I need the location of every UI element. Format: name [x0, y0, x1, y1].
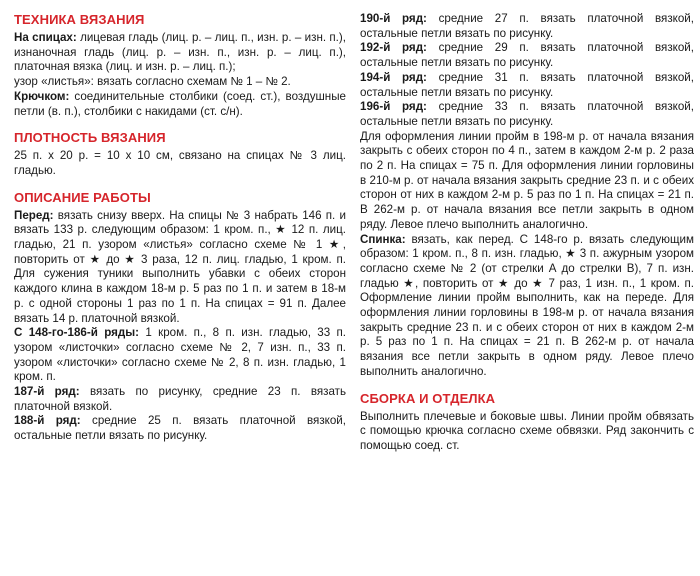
row-194-paragraph [360, 71, 694, 100]
crochet-text: соединительные столбики (соед. ст.), воздушные петли (в. п.), столбики с накидами (ст. с/н). [14, 89, 346, 118]
row-187-lead: 187-й ряд: [14, 385, 80, 399]
back-paragraph [360, 233, 694, 380]
row-190-lead: 190-й ряд: [360, 12, 427, 25]
needles-lead: На спицах: [14, 31, 77, 44]
row-196-text: средние 33 п. вязать платочной вязкой, остальные петли вязать по рисунку. [360, 100, 694, 128]
needles-paragraph [14, 31, 346, 75]
rows-148-text: 1 кром. п., 8 п. изн. гладью, 33 п. узором «листочки» согласно схеме № 2, 7 изн. п., 33 п. узором «листочки» согласно схеме № 2, 8 п. изн. гладью, 1 кром. п. [14, 326, 346, 384]
row-187-text: вязать по рисунку, средние 23 п. вязать платочной вязкой. [14, 385, 347, 413]
front-lead: Перед: [14, 208, 54, 222]
rows-148-lead: С 148-го-186-й ряды: [14, 326, 140, 340]
rows-148-paragraph [14, 326, 346, 385]
front-paragraph [14, 209, 346, 327]
row-187-paragraph [14, 385, 346, 414]
right-column [360, 12, 694, 576]
row-192-paragraph [360, 41, 694, 70]
back-text: вязать, как перед. С 148-го р. вязать следующим образом: 1 кром. п., 8 п. изн. гладью, ★ 3 п. ажурным узором согласно схеме № 2 (от стрелки А до стрелки В), 7 п. изн. гладью ★, повторить от ★ до ★ 7 раз, 1 изн. п., 1 кром. п. Оформление линии пройм выполнить, как на переде. Для оформления линии горловины в 198-м р. от начала вязания закрыть средние 23 п. и с обеих сторон от них в каждом 2-м р. 5 раз по 1 п. На спицах = 21 п. В 262-м р. от начала вязания все петли закрыть в одном ряду. Левое плечо выполнить аналогично. [360, 232, 694, 378]
row-192-text: средние 29 п. вязать платочной вязкой, остальные петли вязать по рисунку. [360, 41, 694, 70]
needles-text: лицевая гладь (лиц. р. – лиц. п., изн. р. – изн. п.), изнаночная гладь (лиц. р. – изн. п., изн. р. – лиц. п.), платочная вязка (лиц. и изн. р. – лиц. п.); [14, 31, 346, 74]
gauge-heading: ПЛОТНОСТЬ ВЯЗАНИЯ [14, 130, 166, 146]
crochet-lead: Крючком: [14, 89, 70, 103]
row-190-text: средние 27 п. вязать платочной вязкой, остальные петли вязать по рисунку. [360, 12, 694, 40]
crochet-paragraph [14, 90, 346, 119]
work-description-heading: ОПИСАНИЕ РАБОТЫ [14, 189, 151, 205]
row-194-text: средние 31 п. вязать платочной вязкой, остальные петли вязать по рисунку. [360, 70, 694, 99]
knitting-technique-heading: ТЕХНИКА ВЯЗАНИЯ [14, 12, 145, 27]
gauge-paragraph: 25 п. х 20 р. = 10 х 10 см, связано на спицах № 3 лиц. гладью. [14, 149, 346, 177]
row-194-lead: 194-й ряд: [360, 70, 427, 84]
assembly-heading: СБОРКА И ОТДЕЛКА [360, 390, 496, 406]
row-188-text: средние 25 п. вязать платочной вязкой, остальные петли вязать по рисунку. [14, 414, 346, 443]
row-196-paragraph [360, 100, 694, 129]
back-lead: Спинка: [360, 232, 406, 246]
row-188-paragraph [14, 414, 346, 443]
front-text: вязать снизу вверх. На спицы № 3 набрать 146 п. и вязать 133 р. следующим образом: 1 кром. п., ★ 12 п. лиц. гладью, 21 п. узором «листья» согласно схеме № 1 ★, повторить от ★ до ★ 3 раза, 12 п. лиц. гладью, 1 кром. п. Для сужения туники выполнить убавки с обеих сторон каждого клина в каждом 18-м р. 5 раз по 1 п. и затем в 18-м р. с одной стороны 1 раз по 1 п. На спицах = 91 п. Далее вязать 14 р. платочной вязкой. [14, 208, 346, 325]
row-188-lead: 188-й ряд: [14, 414, 81, 428]
left-column [14, 12, 346, 576]
row-196-lead: 196-й ряд: [360, 100, 427, 114]
leaves-pattern-paragraph: узор «листья»: вязать согласно схемам № 1 – № 2. [14, 75, 291, 89]
assembly-paragraph: Выполнить плечевые и боковые швы. Линии пройм обвязать с помощью крючка согласно схеме обвязки. Ряд закончить с помощью соед. ст. [360, 409, 694, 452]
row-190-paragraph [360, 12, 694, 41]
row-192-lead: 192-й ряд: [360, 41, 427, 55]
armhole-neckline-paragraph: Для оформления линии пройм в 198-м р. от начала вязания закрыть с обеих сторон по 4 п., затем в каждом 2-м р. 2 раза по 2 п. На спицах = 75 п. Для оформления линии горловины в 210-м р. от начала вязания закрыть средние 23 п. и с обеих сторон от них в каждом 2-м р. 5 раз по 1 п. На спицах = 21 п. В 262-м р. от начала вязания все петли закрыть в одном ряду. Левое плечо выполнить аналогично. [360, 129, 694, 231]
